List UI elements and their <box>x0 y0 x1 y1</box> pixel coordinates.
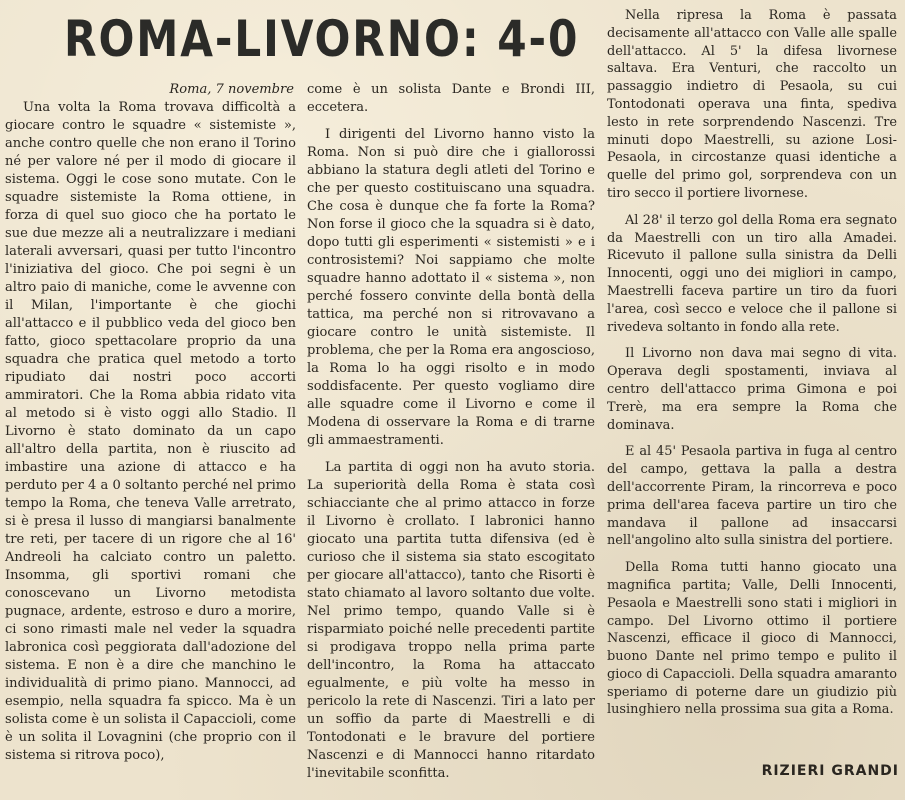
article-column-3 <box>607 7 897 719</box>
article-column-1 <box>5 81 296 765</box>
paragraph: E al 45' Pesaola partiva in fuga al centro del campo, gettava la palla a destra dell'accorrente Piram, la rincorreva e poco prima dell'area faceva partire un tiro che mandava il pallone ad insaccarsi nell'angolino alto sulla sinistra del portiere. <box>607 444 897 549</box>
paragraph: Al 28' il terzo gol della Roma era segnato da Maestrelli con un tiro alla Amadei. Ricevuto il pallone sulla sinistra da Delli Innocenti, oggi uno dei migliori in campo, Maestrelli faceva partire un tiro da fuori l'area, così secco e veloce che il pallone si rivedeva soltanto in fondo alla rete. <box>607 212 897 335</box>
paragraph: La partita di oggi non ha avuto storia. La superiorità della Roma è stata così schiacciante che al primo attacco in forze il Livorno è crollato. I labronici hanno giocato una partita tutta difensiva (ed è curioso che il sistema sia stato escogitato per giocare all'attacco), tanto che Risorti è stato chiamato al lavoro soltanto due volte. Nel primo tempo, quando Valle si è risparmiato poiché nelle precedenti partite si prodigava troppo nella prima parte dell'incontro, la Roma ha attaccato egualmente, e più volte ha messo in pericolo la rete di Nascenzi. Tiri a lato per un soffio da parte di Maestrelli e di Tontodonati e le bravure del portiere Nascenzi e di Mannocci hanno ritardato l'inevitabile sconfitta. <box>307 460 595 781</box>
article-column-2 <box>307 81 595 783</box>
paragraph: I dirigenti del Livorno hanno visto la Roma. Non si può dire che i giallorossi abbiano la statura degli atleti del Torino e che per questo costituiscano una squadra. Che cosa è dunque che fa forte la Roma? Non forse il gioco che la squadra si è dato, dopo tutti gli esperimenti « sistemisti » e i controsistemi? Noi sappiamo che molte squadre hanno adottato il « sistema », non perché fossero convinte della bontà della tattica, ma perché non si ritrovavano a giocare contro le unità sistemiste. Il problema, che per la Roma era angoscioso, la Roma lo ha oggi risolto e in modo soddisfacente. Per questo vogliamo dire alle squadre come il Livorno e come il Modena di osservare la Roma e di trarne gli ammaestramenti. <box>307 127 595 448</box>
paragraph: Nella ripresa la Roma è passata decisamente all'attacco con Valle alle spalle dell'attacco. Al 5' la difesa livornese saltava. Era Venturi, che raccolto un passaggio indietro di Pesaola, su cui Tontodonati operava una finta, spediva lesto in rete sorprendendo Nascenzi. Tre minuti dopo Maestrelli, su azione Losi-Pesaola, in circostanze quasi identiche a quelle del primo gol, sorprendeva con un tiro secco il portiere livornese. <box>607 8 897 201</box>
paragraph: come è un solista Dante e Brondi III, eccetera. <box>307 82 595 115</box>
paragraph: Il Livorno non dava mai segno di vita. Operava degli spostamenti, inviava al centro dell'attacco prima Gimona e poi Trerè, ma era sempre la Roma che dominava. <box>607 346 897 433</box>
dateline: Roma, 7 novembre <box>169 82 294 97</box>
headline: ROMA-LIVORNO: 4-0 <box>64 10 580 68</box>
paragraph: Della Roma tutti hanno giocato una magnifica partita; Valle, Delli Innocenti, Pesaola e Maestrelli sono stati i migliori in campo. Del Livorno ottimo il portiere Nascenzi, efficace il gioco di Mannocci, buono Dante nel primo tempo e pulito il gioco di Capaccioli. Della squadra amaranto speriamo di poterne dare un giudizio più lusinghiero nella prossima sua gita a Roma. <box>607 560 897 718</box>
paragraph: Una volta la Roma trovava difficoltà a giocare contro le squadre « sistemiste », anche contro quelle che non erano il Torino né per valore né per il modo di giocare il sistema. Oggi le cose sono mutate. Con le squadre sistemiste la Roma ottiene, in forza di quel suo gioco che ha portato le sue due mezze ali a neutralizzare i mediani laterali avversari, quasi per tutto l'incontro l'iniziativa del gioco. Che poi segni è un altro paio di maniche, come le avvenne con il Milan, l'importante è che giochi all'attacco e il pubblico veda del gioco ben fatto, gioco spettacolare proprio da una squadra che pratica quel metodo a torto ripudiato dai nostri poco accorti ammiratori. Che la Roma abbia ridato vita al metodo si è visto oggi allo Stadio. Il Livorno è stato dominato da un capo all'altro della partita, non è riuscito ad imbastire una azione di attacco e ha perduto per 4 a 0 soltanto perché nel primo tempo la Roma, che teneva Valle arretrato, si è presa il lusso di mangiarsi banalmente tre reti, per tacere di un rigore che al 16' Andreoli ha calciato contro un paletto. Insomma, gli sportivi romani che conoscevano un Livorno metodista pugnace, ardente, estroso e duro a morire, ci sono rimasti male nel veder la squadra labronica così peggiorata dall'adozione del sistema. E non è a dire che manchino le individualità di primo piano. Mannocci, ad esempio, nella squadra fa spicco. Ma è un solista come è un solista il Capaccioli, come è un solita il Lovagnini (che proprio con il sistema si ritrova poco), <box>5 100 296 763</box>
author-signature: RIZIERI GRANDI <box>761 763 899 779</box>
